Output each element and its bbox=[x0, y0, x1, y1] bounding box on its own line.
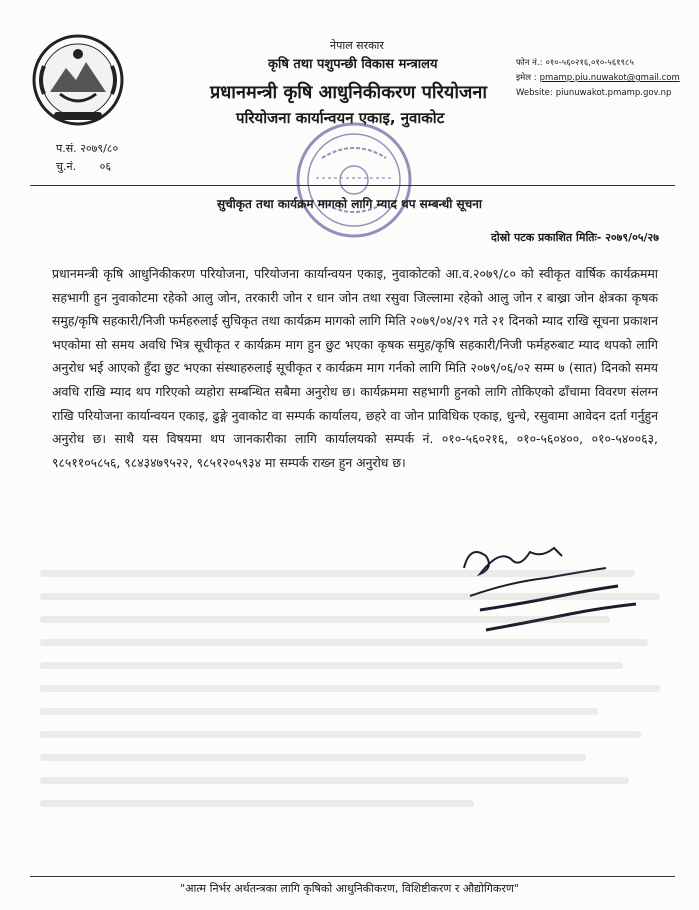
ministry-name: कृषि तथा पशुपन्छी विकास मन्त्रालय bbox=[268, 57, 438, 72]
notice-subject: सुचीकृत तथा कार्यक्रम मागको लागि म्याद थप सम्बन्धी सूचना bbox=[216, 197, 483, 211]
letter-number-label: प.सं. bbox=[56, 142, 77, 155]
website-label: Website: bbox=[516, 88, 553, 98]
contact-block bbox=[516, 56, 680, 101]
email-label: इमेल : bbox=[516, 73, 537, 83]
dispatch-number: ०६ bbox=[99, 160, 112, 173]
phone-label: फोन नं.: bbox=[516, 58, 543, 68]
dispatch-number-label: चु.नं. bbox=[56, 160, 77, 173]
letter-number-line bbox=[56, 140, 118, 158]
project-name: प्रधानमन्त्री कृषि आधुनिकीकरण परियोजना bbox=[210, 82, 488, 103]
published-date: २०७९/०५/२७ bbox=[605, 231, 659, 244]
dispatch-number-line bbox=[56, 158, 118, 176]
footer-motto: "आत्म निर्भर अर्थतन्त्रका लागि कृषिको आधुनिकीकरण, विशिष्टीकरण र औद्योगिकरण" bbox=[180, 882, 519, 895]
email-link[interactable]: pmamp.piu.nuwakot@gmail.com bbox=[539, 73, 680, 83]
nepal-emblem-icon bbox=[30, 32, 126, 128]
office-stamp-icon bbox=[292, 118, 416, 242]
published-date-label: दोस्रो पटक प्रकाशित मितिः- bbox=[491, 231, 602, 244]
header-divider bbox=[30, 185, 675, 186]
reference-block bbox=[56, 140, 118, 176]
government-name: नेपाल सरकार bbox=[330, 39, 384, 52]
notice-body: प्रधानमन्त्री कृषि आधुनिकीकरण परियोजना, परियोजना कार्यान्वयन एकाइ, नुवाकोटको आ.व.२०७९/८० को स्वीकृत वार्षिक कार्यक्रममा सहभागी हुन नुवाकोटमा रहेको आलु जोन, तरकारी जोन र धान जोन तथा रसुवा जिल्लामा रहेको आलु जोन र बाख्रा जोन क्षेत्रका कृषक समुह/कृषि सहकारी/निजी फर्महरुलाई सुचिकृत तथा कार्यक्रम मागको लागि मिति २०७९/०४/२९ गते २१ दिनको म्याद राखि सूचना प्रकाशन भएकोमा सो समय अवधि भित्र सूचीकृत र कार्यक्रम माग हुन छुट भएका कृषक समुह/कृषि सहकारी/निजी फर्महरुबाट म्याद थपको लागि अनुरोध भई आएको हुँदा छुट भएका संस्थाहरुलाई सूचीकृत र कार्यक्रम माग गर्नको लागि मिति २०७९/०६/०२ सम्म ७ (सात) दिनको समय अवधि राखि म्याद थप गरिएको व्यहोरा सम्बन्धित सबैमा अनुरोध छ। कार्यक्रममा सहभागी हुनको लागि तोकिएको ढाँचामा विवरण संलग्न राखि परियोजना कार्यान्वयन एकाइ, ढुङ्गे नुवाकोट वा सम्पर्क कार्यालय, छहरे वा जोन प्राविधिक एकाइ, धुन्चे, रसुवामा आवेदन दर्ता गर्नुहुन अनुरोध छ। साथै यस विषयमा थप जानकारीका लागि कार्यालयको सम्पर्क नं. ०१०-५६०२१६, ०१०-५६०४००, ०१०-५४००६३, ९८५११०५८५६, ९८४३४७९५२२, ९८५१२०५९३४ मा सम्पर्क राख्न हुन अनुरोध छ। bbox=[52, 266, 658, 470]
email-line bbox=[516, 71, 680, 86]
signature-icon bbox=[450, 538, 650, 648]
unit-name: परियोजना कार्यान्वयन एकाइ, नुवाकोट bbox=[236, 109, 445, 127]
footer-divider bbox=[30, 876, 675, 877]
website-link[interactable]: piunuwakot.pmamp.gov.np bbox=[555, 88, 672, 98]
phone-number: ०१०-५६०२१६,०१०-५६१९८५ bbox=[545, 58, 634, 68]
letter-number: २०७९/८० bbox=[80, 142, 119, 155]
phone-line bbox=[516, 56, 680, 71]
website-line bbox=[516, 86, 680, 101]
published-date-line bbox=[491, 230, 659, 245]
